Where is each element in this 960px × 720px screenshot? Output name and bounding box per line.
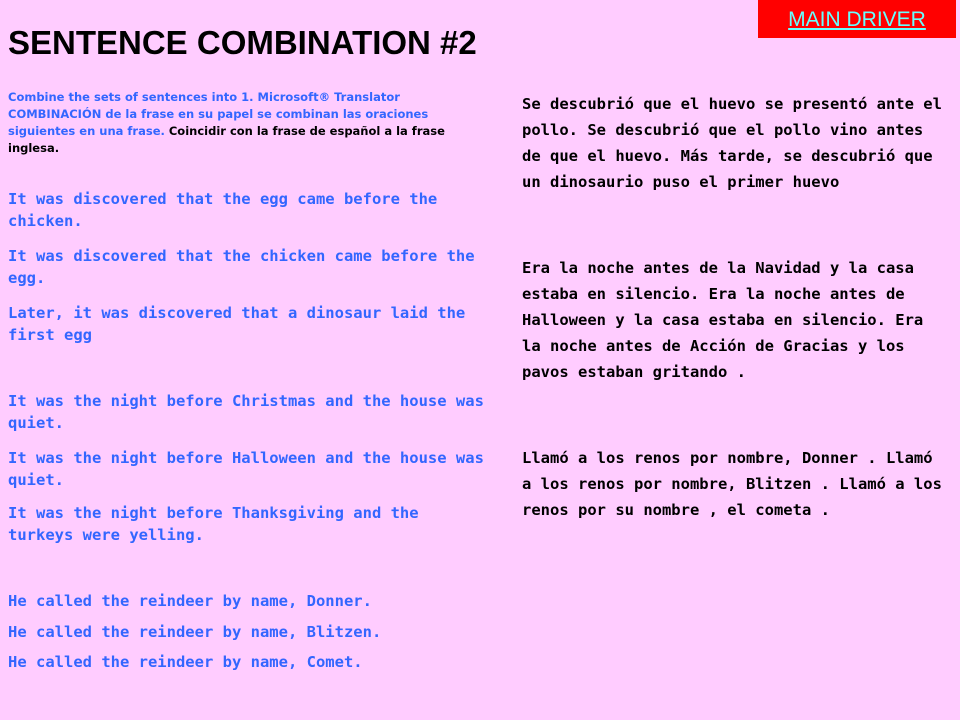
instructions <box>8 89 478 157</box>
instructions-match-text: Coincidir con la frase de español a la frase inglesa. <box>8 124 445 155</box>
english-sentence-donner: He called the reindeer by name, Donner. <box>8 592 372 610</box>
english-sentence-dinosaur: Later, it was discovered that a dinosaur laid the first egg <box>8 304 466 344</box>
english-sentence-comet: He called the reindeer by name, Comet. <box>8 653 363 671</box>
instructions-translator-text: Combine the sets of sentences into 1. Microsoft® Translator COMBINACIÓN de la frase en su papel se combinan las oraciones siguientes en una frase. <box>8 90 429 138</box>
main-driver-link[interactable]: MAIN DRIVER <box>758 0 956 38</box>
english-sentence-thanksgiving: It was the night before Thanksgiving and the turkeys were yelling. <box>8 504 419 544</box>
english-sentence-egg-first: It was discovered that the egg came before the chicken. <box>8 190 438 230</box>
english-sentence-christmas: It was the night before Christmas and the house was quiet. <box>8 392 484 432</box>
spanish-paragraph-egg: Se descubrió que el huevo se presentó ante el pollo. Se descubrió que el pollo vino antes de que el huevo. Más tarde, se descubrió que un dinosaurio puso el primer huevo <box>522 95 942 191</box>
page-title: SENTENCE COMBINATION #2 <box>8 24 477 61</box>
english-sentence-chicken-first: It was discovered that the chicken came before the egg. <box>8 247 475 287</box>
english-sentence-halloween: It was the night before Halloween and the house was quiet. <box>8 449 484 489</box>
english-sentence-blitzen: He called the reindeer by name, Blitzen. <box>8 623 382 641</box>
spanish-paragraph-night: Era la noche antes de la Navidad y la casa estaba en silencio. Era la noche antes de Halloween y la casa estaba en silencio. Era la noche antes de Acción de Gracias y los pavos estaban gritando . <box>522 259 924 381</box>
spanish-paragraph-reindeer: Llamó a los renos por nombre, Donner . Llamó a los renos por nombre, Blitzen . Llamó a los renos por su nombre , el cometa . <box>522 449 942 519</box>
